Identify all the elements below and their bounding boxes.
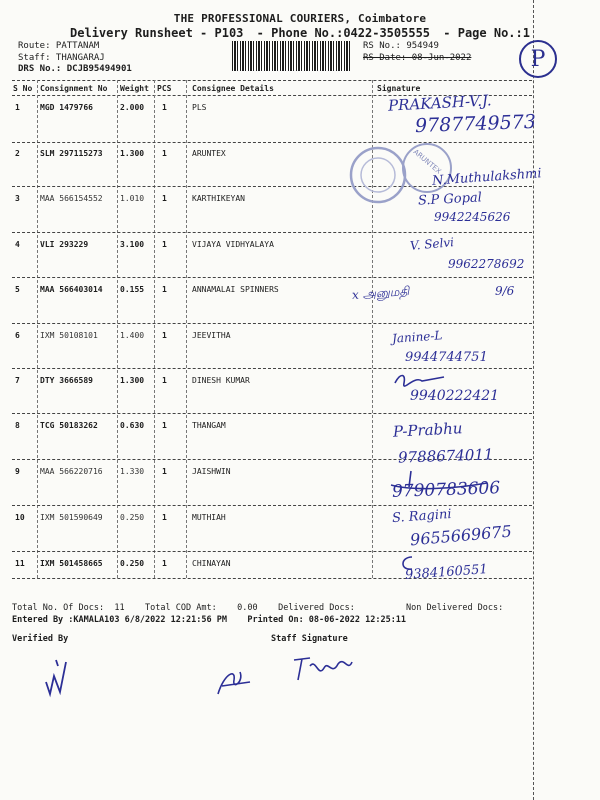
row-sno: 3 bbox=[15, 194, 20, 203]
row-consignee: JAISHWIN bbox=[192, 467, 231, 476]
row-pcs: 1 bbox=[162, 376, 167, 385]
staff: Staff: THANGARAJ bbox=[18, 52, 105, 63]
hw-phone: 9962278692 bbox=[448, 257, 525, 271]
route-info bbox=[18, 41, 132, 76]
page-number: - Page No.:1 bbox=[443, 26, 530, 40]
row-pcs: 1 bbox=[162, 285, 167, 294]
row-sno: 5 bbox=[15, 285, 20, 294]
row-weight: 0.630 bbox=[120, 421, 145, 430]
runsheet-heading bbox=[0, 26, 600, 40]
col-divider bbox=[154, 80, 155, 578]
row-sno: 8 bbox=[15, 421, 20, 430]
row-consignment: IXM 50108101 bbox=[40, 331, 98, 340]
col-consignment: Consignment No bbox=[40, 84, 108, 93]
table-top-rule bbox=[12, 80, 532, 81]
row-pcs: 1 bbox=[162, 240, 167, 249]
row-rule bbox=[12, 505, 532, 506]
rs-number: RS No.: 954949 bbox=[363, 41, 439, 51]
col-divider bbox=[37, 80, 38, 578]
company-title: THE PROFESSIONAL COURIERS, Coimbatore bbox=[173, 12, 427, 25]
row-consignee: KARTHIKEYAN bbox=[192, 194, 245, 203]
row-sno: 7 bbox=[15, 376, 20, 385]
row-consignee: MUTHIAH bbox=[192, 513, 226, 522]
col-consignee: Consignee Details bbox=[192, 84, 274, 93]
hw-phone: 9944744751 bbox=[405, 350, 488, 365]
row-consignee: ANNAMALAI SPINNERS bbox=[192, 285, 279, 294]
row-rule bbox=[12, 413, 532, 414]
runsheet-label: Delivery Runsheet - P103 bbox=[70, 26, 244, 40]
row-consignment: DTY 3666589 bbox=[40, 376, 93, 385]
hw-name: V. Selvi bbox=[409, 235, 455, 253]
row-consignment: MAA 566220716 bbox=[40, 467, 103, 476]
row-consignment: IXM 501458665 bbox=[40, 559, 103, 568]
verifier-signature bbox=[36, 652, 76, 698]
p-stamp: P bbox=[519, 40, 557, 78]
hw-extra: S.P Gopal bbox=[417, 190, 483, 209]
row-pcs: 1 bbox=[162, 331, 167, 340]
row-weight: 2.000 bbox=[120, 103, 145, 112]
row-weight: 0.250 bbox=[120, 513, 145, 522]
row-weight: 1.010 bbox=[120, 194, 145, 203]
row-consignment: VLI 293229 bbox=[40, 240, 89, 249]
row-pcs: 1 bbox=[162, 467, 167, 476]
totals-line: Total No. Of Docs: 11 Total COD Amt: 0.00 Delivered Docs: Non Delivered Docs: bbox=[12, 603, 504, 613]
hw-name: PRAKASH-V.J. bbox=[387, 91, 492, 115]
row-sno: 1 bbox=[15, 103, 20, 112]
hw-name: P-Prabhu bbox=[392, 419, 463, 441]
row-consignee: THANGAM bbox=[192, 421, 226, 430]
rs-date: RS Date: 08-Jun-2022 bbox=[363, 52, 472, 63]
row-consignee: VIJAYA VIDHYALAYA bbox=[192, 240, 274, 249]
row-rule bbox=[12, 551, 532, 552]
hw-phone: 9655669675 bbox=[409, 521, 513, 550]
row-rule bbox=[12, 232, 532, 233]
col-signature: Signature bbox=[377, 84, 421, 93]
row-consignment: MAA 566154552 bbox=[40, 194, 103, 203]
hw-name: x அனுமதி bbox=[351, 284, 410, 302]
row-pcs: 1 bbox=[162, 149, 167, 158]
signature-scribble bbox=[210, 664, 260, 700]
col-divider bbox=[117, 80, 118, 578]
row-pcs: 1 bbox=[162, 103, 167, 112]
entered-by-line: Entered By :KAMALA103 6/8/2022 12:21:56 PM Printed On: 08-06-2022 12:25:11 bbox=[12, 615, 407, 625]
row-sno: 4 bbox=[15, 240, 20, 249]
col-divider bbox=[186, 80, 187, 578]
col-pcs: PCS bbox=[157, 84, 172, 93]
row-rule bbox=[12, 323, 532, 324]
row-pcs: 1 bbox=[162, 559, 167, 568]
row-sno: 2 bbox=[15, 149, 20, 158]
col-sno: S No bbox=[13, 84, 33, 93]
row-sno: 6 bbox=[15, 331, 20, 340]
col-weight: Weight bbox=[120, 84, 149, 93]
row-weight: 0.250 bbox=[120, 559, 145, 568]
hw-phone: 9940222421 bbox=[410, 388, 500, 404]
row-sno: 10 bbox=[15, 513, 25, 522]
row-rule bbox=[12, 277, 532, 278]
hw-phone: 9384160551 bbox=[404, 562, 489, 583]
route: Route: PATTANAM bbox=[18, 41, 100, 51]
drs-number: DRS No.: DCJB95494901 bbox=[18, 64, 132, 74]
row-consignment: MGD 1479766 bbox=[40, 103, 93, 112]
hw-name: Janine-L bbox=[391, 328, 443, 346]
row-weight: 1.330 bbox=[120, 467, 145, 476]
hw-name: N.Muthulakshmi bbox=[431, 166, 543, 189]
hw-phone: 9942245626 bbox=[434, 210, 511, 224]
row-weight: 3.100 bbox=[120, 240, 145, 249]
hw-phone: 9790783606 bbox=[391, 478, 501, 502]
row-rule bbox=[12, 368, 532, 369]
row-sno: 9 bbox=[15, 467, 20, 476]
phone-label: - Phone No.:0422-3505555 bbox=[256, 26, 431, 40]
row-consignee: ARUNTEX bbox=[192, 149, 226, 158]
barcode bbox=[232, 41, 350, 71]
row-weight: 1.300 bbox=[120, 149, 145, 158]
signature-scribble bbox=[392, 371, 452, 389]
row-consignment: IXM 501590649 bbox=[40, 513, 103, 522]
row-consignment: SLM 297115273 bbox=[40, 149, 103, 158]
row-consignee: PLS bbox=[192, 103, 207, 112]
row-consignment: MAA 566403014 bbox=[40, 285, 103, 294]
row-pcs: 1 bbox=[162, 421, 167, 430]
hw-phone: 9788674011 bbox=[397, 445, 494, 467]
verified-by-label: Verified By bbox=[12, 634, 69, 644]
row-weight: 0.155 bbox=[120, 285, 145, 294]
row-weight: 1.300 bbox=[120, 376, 145, 385]
row-consignee: JEEVITHA bbox=[192, 331, 231, 340]
row-consignee: DINESH KUMAR bbox=[192, 376, 250, 385]
row-pcs: 1 bbox=[162, 194, 167, 203]
row-sno: 11 bbox=[15, 559, 25, 568]
hw-name: S. Ragini bbox=[391, 506, 453, 527]
row-consignee: CHINAYAN bbox=[192, 559, 231, 568]
hw-phone: 9787749573 bbox=[414, 110, 537, 138]
staff-signature-label: Staff Signature bbox=[271, 634, 348, 644]
rs-info bbox=[363, 41, 471, 64]
row-consignment: TCG 50183262 bbox=[40, 421, 98, 430]
hw-extra: 9/6 bbox=[495, 284, 515, 298]
row-weight: 1.400 bbox=[120, 331, 145, 340]
stamp-text: ARUNTEX bbox=[411, 147, 443, 176]
row-pcs: 1 bbox=[162, 513, 167, 522]
staff-signature bbox=[288, 650, 358, 686]
